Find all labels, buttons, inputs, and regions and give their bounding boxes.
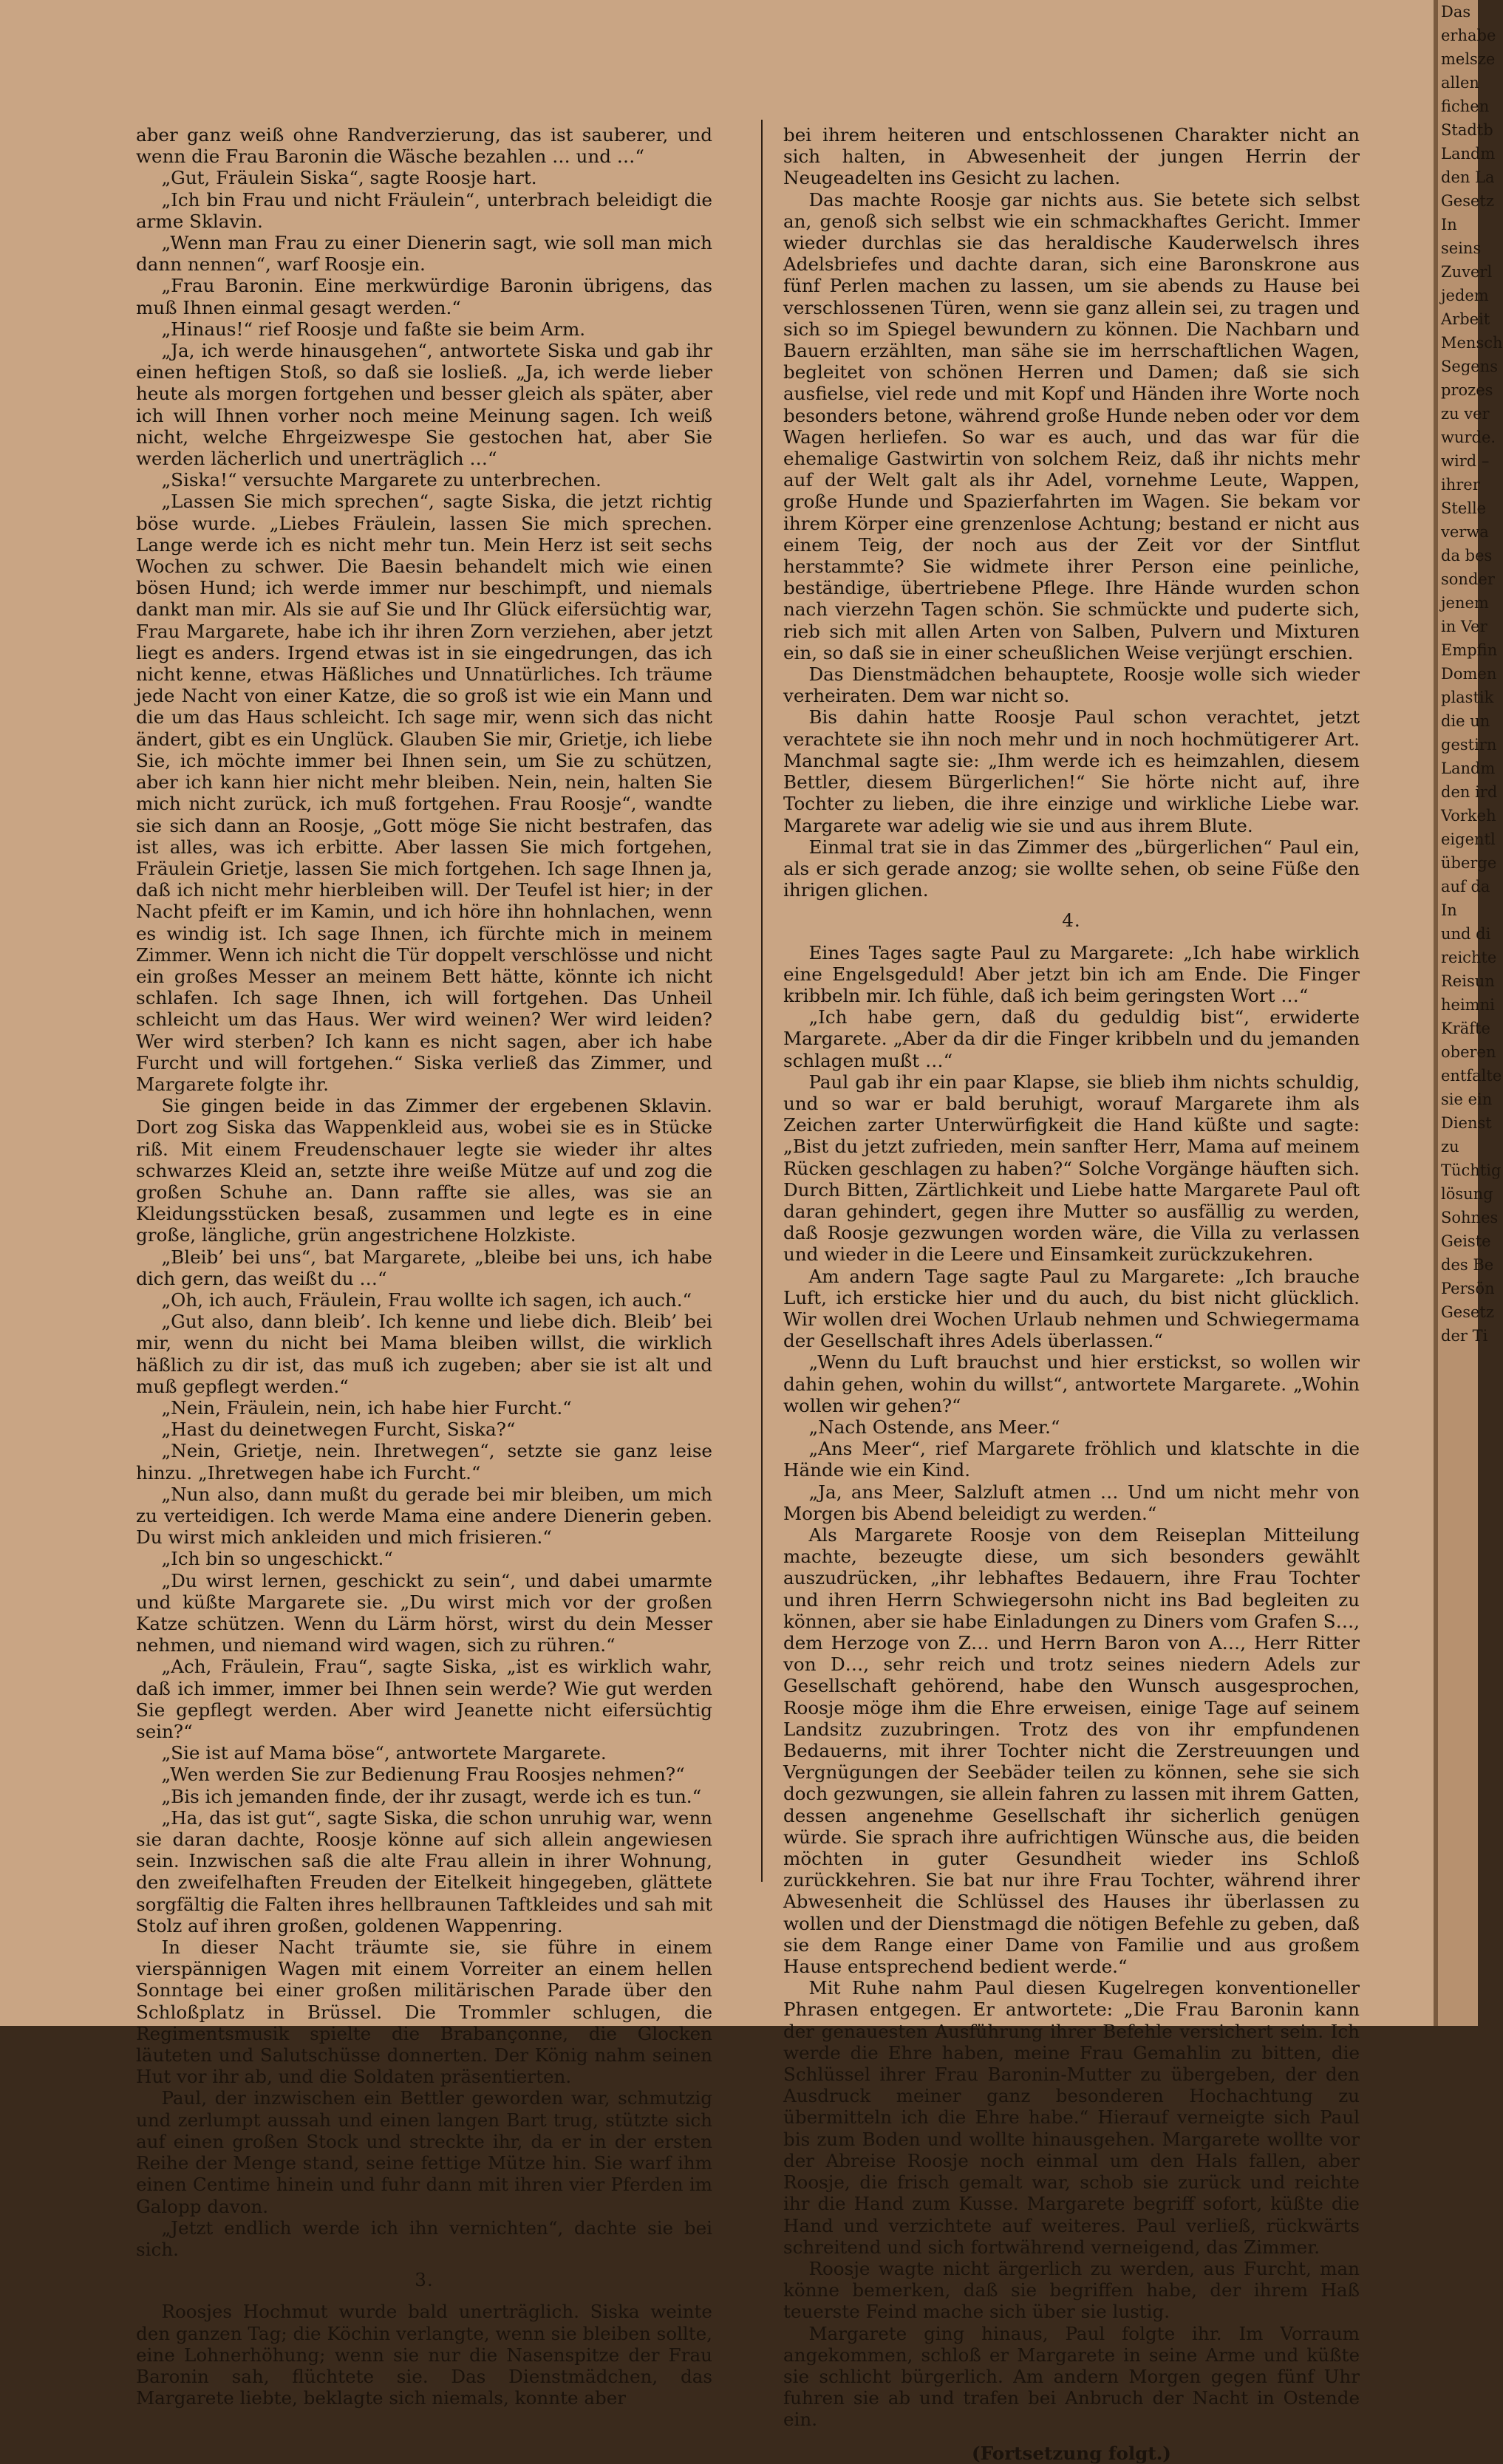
adjacent-page-edge <box>1438 0 1503 2026</box>
paragraph: „Wenn man Frau zu einer Dienerin sagt, wie soll man mich dann nennen“, warf Roosje ein. <box>136 232 712 276</box>
adjacent-page-fragment: Persön <box>1441 1280 1495 1297</box>
adjacent-page-fragment: Empfin <box>1441 641 1498 659</box>
paragraph: Sie gingen beide in das Zimmer der ergebenen Sklavin. Dort zog Siska das Wappenkleid aus, wobei sie es in Stücke riß. Mit einem Freudenschauer legte sie wieder ihr altes schwarzes Kleid an, setzte ihre weiße Mütze auf und zog die großen Schuhe an. Dann raffte sie alles, was sie an Kleidungsstücken besaß, zusammen und legte es in eine große, längliche, grün angestrichene Holzkiste. <box>136 1095 712 1246</box>
paragraph: „Ja, ans Meer, Salzluft atmen … Und um nicht mehr von Morgen bis Abend beleidigt zu werden.“ <box>783 1481 1360 1524</box>
paragraph: Das Dienstmädchen behauptete, Roosje wolle sich wieder verheiraten. Dem war nicht so. <box>783 663 1360 707</box>
adjacent-page-fragment: Segens <box>1441 358 1498 375</box>
adjacent-page-fragment: erhabe <box>1441 27 1496 44</box>
adjacent-page-fragment: Landm <box>1441 145 1496 163</box>
paragraph: Das machte Roosje gar nichts aus. Sie betete sich selbst an, genoß sich selbst wie ein schmackhaftes Gericht. Immer wieder durchlas sie das heraldische Kauderwelsch ihres Adelsbriefes und dachte daran, sich eine Baronskrone aus fünf Perlen machen zu lassen, um sie abends zu Hause bei verschlossenen Türen, wenn sie ganz allein sei, zu tragen und sich so im Spiegel bewundern zu können. Die Nachbarn und Bauern erzählten, man sähe sie im herrschaftlichen Wagen, begleitet von schönen Herren und Damen; daß sie sich ausfielse, viel rede und mit Kopf und Händen ihre Worte noch besonders betone, während große Hunde neben oder vor dem Wagen herliefen. So war es auch, und das war für die ehemalige Gastwirtin von solchem Reiz, daß ihr nichts mehr auf der Welt galt als ihr Adel, vornehme Leute, Wappen, große Hunde und Spazierfahrten im Wagen. Sie bekam vor ihrem Körper eine grenzenlose Achtung; bestand er nicht aus einem Teig, der noch aus der Zeit vor der Sintflut herstammte? Sie widmete ihrer Person eine peinliche, beständige, übertriebene Pflege. Ihre Hände wurden schon nach vierzehn Tagen schön. Sie schmückte und puderte sich, rieb sich mit allen Arten von Salben, Pulvern und Mixturen ein, so daß sie in einer scheußlichen Weise verjüngt erschien. <box>783 188 1360 663</box>
adjacent-page-fragment: reichte <box>1441 949 1497 966</box>
adjacent-page-fragment: Stelle <box>1441 499 1487 517</box>
paragraph: „Jetzt endlich werde ich ihn vernichten“, dachte sie bei sich. <box>136 2216 712 2260</box>
paragraph: „Nun also, dann mußt du gerade bei mir bleiben, um mich zu verteidigen. Ich werde Mama eine andere Dienerin geben. Du wirst mich ankleiden und mich frisieren.“ <box>136 1483 712 1549</box>
adjacent-page-fragment: Reisun <box>1441 972 1495 990</box>
paragraph: „Oh, ich auch, Fräulein, Frau wollte ich sagen, ich auch.“ <box>161 1289 692 1311</box>
adjacent-page-fragment: Landm <box>1441 760 1496 777</box>
adjacent-page-fragment: in Ver <box>1441 618 1487 635</box>
paragraph: „Wen werden Sie zur Bedienung Frau Roosjes nehmen?“ <box>161 1764 685 1786</box>
paragraph: Roosjes Hochmut wurde bald unerträglich. Siska weinte den ganzen Tag; die Köchin verlangte, wenn sie bleiben sollte, eine Lohnerhöhung; wenn sie nur die Nasenspitze der Frau Baronin sah, flüchtete sie. Das Dienstmädchen, das Margarete liebte, beklagte sich niemals, konnte aber <box>136 2301 712 2409</box>
right-paragraphs-b <box>783 942 1360 2431</box>
paragraph: „Ja, ich werde hinausgehen“, antwortete Siska und gab ihr einen heftigen Stoß, so daß sie losließ. „Ja, ich werde lieber heute als morgen fortgehen und besser gleich als später, aber ich will Ihnen vorher noch meine Meinung sagen. Ich weiß nicht, welche Ehrgeizwespe Sie gestochen hat, aber Sie werden lächerlich und unerträglich …“ <box>136 340 712 470</box>
paragraph: Bis dahin hatte Roosje Paul schon verachtet, jetzt verachtete sie ihn noch mehr und in noch hochmütigerer Art. Manchmal sagte sie: „Ihm werde ich es heimzahlen, diesem Bettler, diesem Bürgerlichen!“ Sie hörte nicht auf, ihre Tochter zu lieben, die ihre einzige und wirkliche Liebe war. Margarete war adelig wie sie und aus ihrem Blute. <box>783 706 1360 836</box>
paragraph: „Frau Baronin. Eine merkwürdige Baronin übrigens, das muß Ihnen einmal gesagt werden.“ <box>136 275 712 318</box>
right-column <box>783 124 1360 2464</box>
adjacent-page-fragment: auf da <box>1441 878 1490 895</box>
adjacent-page-fragment: plastik <box>1441 689 1494 706</box>
paragraph: „Gut also, dann bleib’. Ich kenne und liebe dich. Bleib’ bei mir, wenn du nicht bei Mama bleiben willst, die wirklich häßlich zu dir ist, das muß ich zugeben; aber sie ist alt und muß gepflegt werden.“ <box>136 1311 712 1397</box>
adjacent-page-fragment: verwa <box>1441 523 1489 541</box>
adjacent-page-fragment: den ird <box>1441 783 1498 801</box>
paragraph: „Ich bin Frau und nicht Fräulein“, unterbrach beleidigt die arme Sklavin. <box>136 188 712 232</box>
adjacent-page-fragment: allen <box>1441 74 1479 92</box>
adjacent-page-fragment: und di <box>1441 925 1491 943</box>
adjacent-page-fragment: ihrer <box>1441 476 1480 494</box>
adjacent-page-fragment: heimni <box>1441 996 1495 1014</box>
adjacent-page-fragment: fichen <box>1441 98 1490 115</box>
adjacent-page-fragment: sonder <box>1441 570 1495 588</box>
paragraph: Roosje wagte nicht ärgerlich zu werden, aus Furcht, man könne bemerken, daß sie begriffen habe, der ihrem Haß teuerste Feind mache sich über sie lustig. <box>783 2257 1360 2323</box>
adjacent-page-fragment: Tüchtig <box>1441 1161 1502 1179</box>
chapter-heading-3: 3. <box>415 2269 434 2291</box>
paragraph: aber ganz weiß ohne Randverzierung, das ist sauberer, und wenn die Frau Baronin die Wäsche bezahlen … und …“ <box>136 124 712 168</box>
adjacent-page-fragment: gestirn <box>1441 736 1497 754</box>
paragraph: Mit Ruhe nahm Paul diesen Kugelregen konventioneller Phrasen entgegen. Er antwortete: „Die Frau Baronin kann der genauesten Ausführung ihrer Befehle versichert sein. Ich werde die Ehre haben, meine Frau Gemahlin zu bitten, die Schlüssel ihrer Frau Baronin-Mutter zu übergeben, der den Ausdruck meiner ganz besonderen Hochachtung zu übermitteln ich die Ehre habe.“ Hierauf verneigte sich Paul bis zum Boden und wollte hinausgehen. Margarete wollte vor der Abreise Roosje noch einmal um den Hals fallen, aber Roosje, die frisch gemalt war, schob sie zurück und reichte ihr die Hand zum Kusse. Margarete begriff sofort, küßte die Hand und verzichtete auf weiteres. Paul verließ, rückwärts schreitend und sich fortwährend verneigend, das Zimmer. <box>783 1977 1360 2258</box>
paragraph: „Hast du deinetwegen Furcht, Siska?“ <box>161 1419 516 1441</box>
adjacent-page-fragment: Stadtb <box>1441 121 1493 139</box>
paragraph: „Nein, Fräulein, nein, ich habe hier Furcht.“ <box>161 1396 572 1419</box>
adjacent-page-fragment: Mensch <box>1441 334 1503 352</box>
adjacent-page-fragment: lösung <box>1441 1185 1493 1203</box>
paragraph: „Ans Meer“, rief Margarete fröhlich und klatschte in die Hände wie ein Kind. <box>783 1438 1360 1481</box>
left-paragraphs-a <box>136 124 712 2260</box>
adjacent-page-fragment: Arbeit <box>1441 310 1490 328</box>
adjacent-page-fragment: den La <box>1441 168 1495 186</box>
paragraph: „Nein, Grietje, nein. Ihretwegen“, setzte sie ganz leise hinzu. „Ihretwegen habe ich Furcht.“ <box>136 1440 712 1484</box>
adjacent-page-fragment: Gesetz <box>1441 192 1494 210</box>
paragraph: „Nach Ostende, ans Meer.“ <box>808 1416 1060 1438</box>
adjacent-page-fragment: da bes <box>1441 547 1493 564</box>
paragraph: Paul gab ihr ein paar Klapse, sie blieb ihm nichts schuldig, und so war er bald beruhigt, worauf Margarete ihm als Zeichen zarter Unterwürfigkeit die Hand küßte und sagte: „Bist du jetzt zufrieden, mein sanfter Herr, Mama auf meinem Rücken geschlagen zu haben?“ Solche Vorgänge häuften sich. Durch Bitten, Zärtlichkeit und Liebe hatte Margarete Paul oft daran gehindert, gegen ihre Mutter so ausfällig zu werden, daß Roosje gezwungen worden wäre, die Villa zu verlassen und wieder in die Leere und Einsamkeit zurückzukehren. <box>783 1071 1360 1266</box>
adjacent-page-fragment: überge <box>1441 854 1497 872</box>
paragraph: „Bleib’ bei uns“, bat Margarete, „bleibe bei uns, ich habe dich gern, das weißt du …“ <box>136 1246 712 1289</box>
paragraph: „Siska!“ versuchte Margarete zu unterbrechen. <box>161 469 601 491</box>
adjacent-page-fragment: Gesetz <box>1441 1303 1494 1321</box>
paragraph: Einmal trat sie in das Zimmer des „bürgerlichen“ Paul ein, als er sich gerade anzog; sie wollte sehen, ob seine Füße den ihrigen glichen. <box>783 836 1360 901</box>
paragraph: „Sie ist auf Mama böse“, antwortete Margarete. <box>161 1742 607 1764</box>
paragraph: „Du wirst lernen, geschickt zu sein“, und dabei umarmte und küßte Margarete sie. „Du wirst mich vor der großen Katze schützen. Wenn du Lärm hörst, wirst du dein Messer nehmen, und niemand wird wagen, sich zu rühren.“ <box>136 1569 712 1656</box>
paragraph: „Wenn du Luft brauchst und hier erstickst, so wollen wir dahin gehen, wohin du willst“, antwortete Margarete. „Wohin wollen wir gehen?“ <box>783 1351 1360 1416</box>
paragraph: „Hinaus!“ rief Roosje und faßte sie beim Arm. <box>161 318 586 340</box>
paragraph: Paul, der inzwischen ein Bettler geworden war, schmutzig und zerlumpt aussah und einen langen Bart trug, stützte sich auf einen großen Stock und streckte ihr, da er in der ersten Reihe der Menge stand, seine fettige Mütze hin. Sie warf ihm einen Centime hinein und fuhr dann mit ihren vier Pferden im Galopp davon. <box>136 2087 712 2217</box>
adjacent-page-fragment: Geiste <box>1441 1232 1491 1250</box>
paragraph: „Ach, Fräulein, Frau“, sagte Siska, „ist es wirklich wahr, daß ich immer, immer bei Ihnen sein werde? Wie gut werden Sie gepflegt werden. Aber wird Jeanette nicht eifersüchtig sein?“ <box>136 1656 712 1743</box>
adjacent-page-fragment: der Ti <box>1441 1327 1488 1345</box>
adjacent-page-fragment: jenem <box>1441 594 1489 612</box>
paragraph: „Bis ich jemanden finde, der ihr zusagt, werde ich es tun.“ <box>161 1785 702 1807</box>
adjacent-page-fragment: wurde. <box>1441 429 1496 446</box>
left-column <box>136 124 712 2409</box>
adjacent-page-fragment: wird – <box>1441 452 1490 470</box>
adjacent-page-fragment: Vorkeh <box>1441 807 1496 825</box>
column-divider <box>761 120 763 1882</box>
paragraph: „Ha, das ist gut“, sagte Siska, die schon unruhig war, wenn sie daran dachte, Roosje könne auf sich allein angewiesen sein. Inzwischen saß die alte Frau allein in ihrer Wohnung, den zweifelhaften Freuden der Eitelkeit hingegeben, glättete sorgfältig die Falten ihres hellbraunen Taftkleides und sah mit Stolz auf ihren großen, goldenen Wappenring. <box>136 1806 712 1936</box>
adjacent-page-fragment: sie ein <box>1441 1091 1493 1108</box>
adjacent-page-fragment: zu ver <box>1441 405 1490 423</box>
adjacent-page-fragment: entfalte <box>1441 1067 1502 1085</box>
left-paragraphs-b <box>136 2301 712 2409</box>
paragraph: Eines Tages sagte Paul zu Margarete: „Ich habe wirklich eine Engelsgeduld! Aber jetzt bin ich am Ende. Die Finger kribbeln mir. Ich fühle, daß ich beim geringsten Wort …“ <box>783 941 1360 1006</box>
paragraph: „Ich habe gern, daß du geduldig bist“, erwiderte Margarete. „Aber da dir die Finger kribbeln und du jemanden schlagen mußt …“ <box>783 1006 1360 1071</box>
paragraph: „Gut, Fräulein Siska“, sagte Roosje hart. <box>161 167 537 189</box>
continuation-note: (Fortsetzung folgt.) <box>972 2442 1171 2464</box>
paragraph: Am andern Tage sagte Paul zu Margarete: „Ich brauche Luft, ich ersticke hier und du auch, du bist nicht glücklich. Wir wollen drei Wochen Urlaub nehmen und Schwiegermama der Gesellschaft ihres Adels überlassen.“ <box>783 1265 1360 1352</box>
paragraph: „Ich bin so ungeschickt.“ <box>161 1548 393 1570</box>
adjacent-page-fragment: Domen <box>1441 665 1497 683</box>
adjacent-page-fragment: In <box>1441 901 1457 919</box>
adjacent-page-fragment: jedem <box>1441 287 1489 304</box>
adjacent-page-fragment: eigentl <box>1441 830 1496 848</box>
adjacent-page-fragment: die un <box>1441 712 1490 730</box>
adjacent-page-fragment: In <box>1441 216 1457 233</box>
paragraph: „Lassen Sie mich sprechen“, sagte Siska, die jetzt richtig böse wurde. „Liebes Fräulein, lassen Sie mich sprechen. Lange werde ich es nicht mehr tun. Mein Herz ist seit sechs Wochen zu schwer. Die Baesin behandelt mich wie einen bösen Hund; ich werde immer nur beschimpft, und niemals dankt man mir. Als sie auf Sie und Ihr Glück eifersüchtig war, Frau Margarete, habe ich ihr ihren Zorn verziehen, aber jetzt liegt es anders. Irgend etwas ist in sie eingedrungen, das ich nicht kenne, etwas Häßliches und Unnatürliches. Ich träume jede Nacht von einer Katze, die so groß ist wie ein Mann und die um das Haus schleicht. Ich sage mir, wenn sich das nicht ändert, gibt es ein Unglück. Glauben Sie mir, Grietje, ich liebe Sie, ich möchte immer bei Ihnen sein, um Sie zu schützen, aber ich kann hier nicht mehr bleiben. Nein, nein, halten Sie mich nicht zurück, ich muß fortgehen. Frau Roosje“, wandte sie sich dann an Roosje, „Gott möge Sie nicht bestrafen, das ist alles, was ich erbitte. Aber lassen Sie mich fortgehen, Fräulein Grietje, lassen Sie mich fortgehen. Ich sage Ihnen ja, daß ich nicht mehr hierbleiben will. Der Teufel ist hier; in der Nacht pfeift er im Kamin, und ich höre ihn hohnlachen, wenn es windig ist. Ich sage Ihnen, ich fürchte mich in meinem Zimmer. Wenn ich nicht die Tür doppelt verschlösse und nicht ein großes Messer an meinem Bett hätte, könnte ich nicht schlafen. Ich sage Ihnen, ich will fortgehen. Das Unheil schleicht um das Haus. Wer wird weinen? Wer wird leiden? Wer wird sterben? Ich kann es nicht sagen, aber ich habe Furcht und will fortgehen.“ Siska verließ das Zimmer, und Margarete folgte ihr. <box>136 491 712 1095</box>
adjacent-page-fragment: Dienst <box>1441 1114 1492 1132</box>
chapter-heading-4: 4. <box>1062 910 1081 932</box>
adjacent-page-fragment: Kräfte <box>1441 1020 1490 1037</box>
paragraph: In dieser Nacht träumte sie, sie führe in einem vierspännigen Wagen mit einem Vorreiter an einem hellen Sonntage bei einer großen militärischen Parade über den Schloßplatz in Brüssel. Die Trommler schlugen, die Regimentsmusik spielte die Brabançonne, die Glocken läuteten und Salutschüsse donnerten. Der König nahm seinen Hut vor ihr ab, und die Soldaten präsentierten. <box>136 1936 712 2088</box>
adjacent-page-fragment: des Be <box>1441 1256 1494 1274</box>
right-paragraphs-a <box>783 124 1360 901</box>
paragraph: Als Margarete Roosje von dem Reiseplan Mitteilung machte, bezeugte diese, um sich besonders gewählt auszudrücken, „ihr lebhaftes Bedauern, ihre Frau Tochter und ihren Herrn Schwiegersohn nicht ins Bad begleiten zu können, aber sie habe Einladungen zu Diners vom Grafen S…, dem Herzoge von Z… und Herrn Baron von A…, Herr Ritter von D…, sehr reich und trotz seines niedern Adels zur Gesellschaft gehörend, habe den Wunsch ausgesprochen, Roosje möge ihm die Ehre erweisen, einige Tage auf seinem Landsitz zuzubringen. Trotz des von ihr empfundenen Bedauerns, mit ihrer Tochter nicht die Zerstreuungen und Vergnügungen der Seebäder teilen zu können, sehe sie sich doch gezwungen, sie allein fahren zu lassen mit ihrem Gatten, dessen angenehme Gesellschaft ihr sicherlich genügen würde. Sie sprach ihre aufrichtigen Wünsche aus, die beiden möchten in guter Gesundheit wieder ins Schloß zurückkehren. Sie bat nur ihre Frau Tochter, während ihrer Abwesenheit die Schlüssel des Hauses ihr überlassen zu wollen und der Dienstmagd die nötigen Befehle zu geben, daß sie dem Range einer Dame von Familie und aus großem Hause entsprechend bedient werde.“ <box>783 1524 1360 1978</box>
adjacent-page-fragment: prozes <box>1441 381 1493 399</box>
adjacent-page-fragment: Das <box>1441 3 1471 21</box>
adjacent-page-fragment: zu <box>1441 1138 1459 1156</box>
adjacent-page-fragment: oberen <box>1441 1043 1496 1061</box>
adjacent-page-fragment: Zuverl <box>1441 263 1493 281</box>
paragraph: bei ihrem heiteren und entschlossenen Charakter nicht an sich halten, in Abwesenheit der jungen Herrin der Neugeadelten ins Gesicht zu lachen. <box>783 124 1360 189</box>
adjacent-page-fragment: melsze <box>1441 50 1496 68</box>
paragraph: Margarete ging hinaus, Paul folgte ihr. Im Vorraum angekommen, schloß er Margarete in seine Arme und küßte sie schlicht bürgerlich. Am andern Morgen gegen fünf Uhr fuhren sie ab und trafen bei Anbruch der Nacht in Ostende ein. <box>783 2322 1360 2431</box>
adjacent-page-fragment: Sohnes <box>1441 1209 1499 1226</box>
adjacent-page-fragment: seins <box>1441 239 1482 257</box>
